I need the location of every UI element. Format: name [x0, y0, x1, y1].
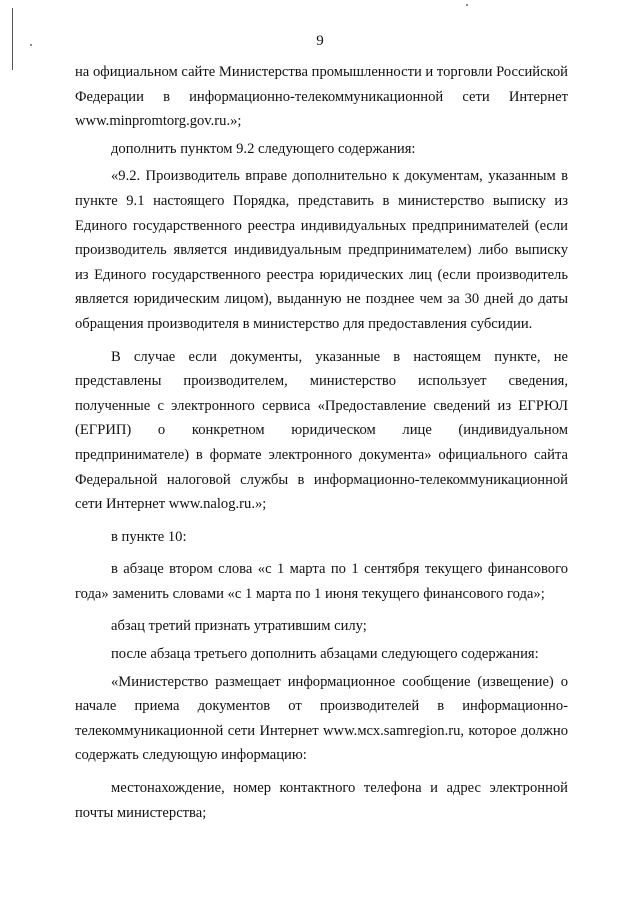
document-body	[75, 60, 568, 825]
paragraph: в абзаце втором слова «с 1 марта по 1 сентября текущего финансового года» заменить словами «с 1 марта по 1 июня текущего финансового года»;	[75, 561, 568, 602]
paragraph: на официальном сайте Министерства промышленности и торговли Российской Федерации в информационно-телекоммуникационной сети Интернет www.minpromtorg.gov.ru.»;	[75, 64, 568, 130]
paragraph: местонахождение, номер контактного телефона и адрес электронной почты министерства;	[75, 780, 568, 821]
paragraph: «Министерство размещает информационное сообщение (извещение) о начале приема документов от производителей в информационно-телекоммуникационной сети Интернет www.мсх.samregion.ru, которое должно содержать следующую информацию:	[75, 673, 568, 764]
page-number: 9	[316, 33, 324, 49]
paragraph: В случае если документы, указанные в настоящем пункте, не представлены производителем, министерство использует сведения, полученные с электронного сервиса «Предоставление сведений из ЕГРЮЛ (ЕГРИП) о конкретном юридическом лице (индивидуальном предпринимателе) в формате электронного документа» официального сайта Федеральной налоговой службы в информационно-телекоммуникационной сети Интернет www.nalog.ru.»;	[75, 348, 568, 513]
paragraph: «9.2. Производитель вправе дополнительно к документам, указанным в пункте 9.1 настоящего Порядка, представить в министерство выписку из Единого государственного реестра индивидуальных предпринимателей (если производитель является индивидуальным предпринимателем) либо выписку из Единого государственного реестра юридических лиц (если производитель является юридическим лицом), выданную не позднее чем за 30 дней до даты обращения производителя в министерство для предоставления субсидии.	[75, 168, 568, 332]
scan-speck	[466, 4, 468, 6]
paragraph: дополнить пунктом 9.2 следующего содержания:	[111, 140, 416, 157]
paragraph: после абзаца третьего дополнить абзацами следующего содержания:	[111, 646, 539, 663]
paragraph: абзац третий признать утратившим силу;	[111, 618, 367, 635]
paragraph: в пункте 10:	[111, 528, 187, 545]
